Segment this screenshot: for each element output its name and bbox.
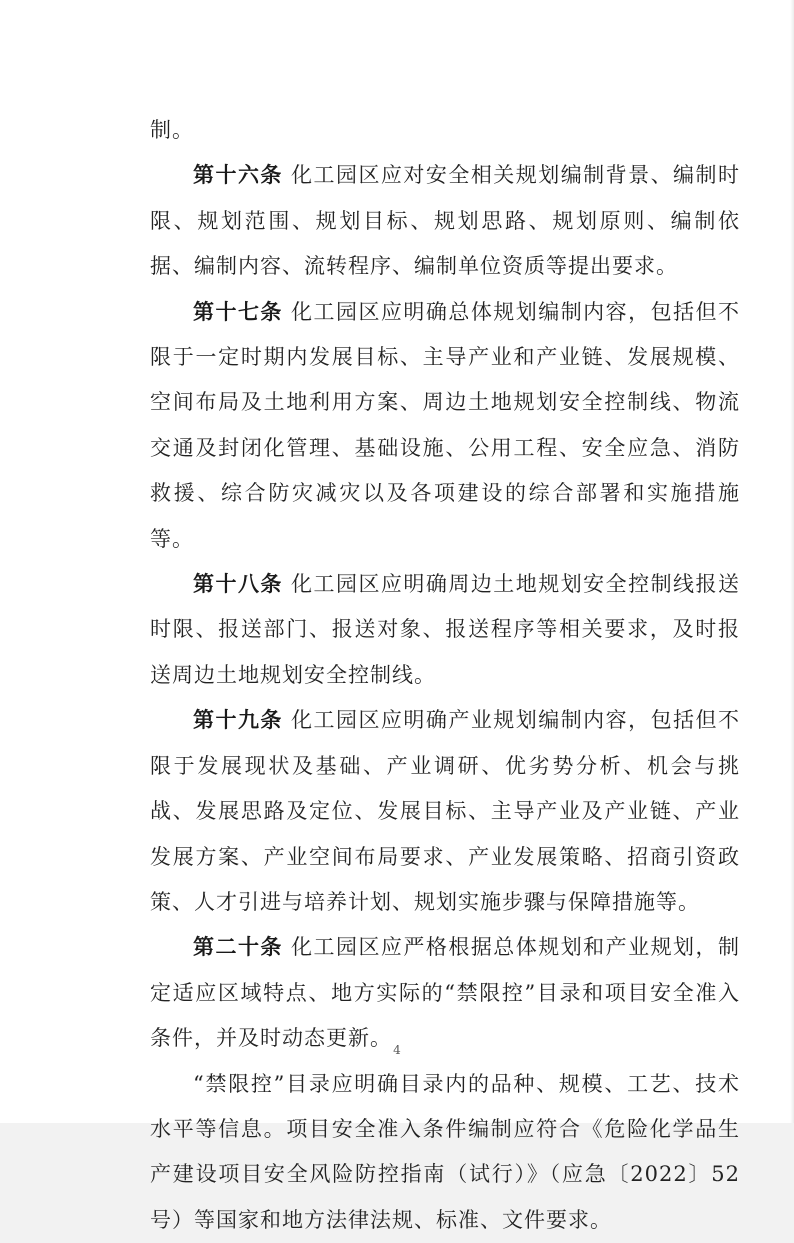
article-16 (150, 153, 740, 289)
page-number: 4 (393, 1043, 401, 1057)
article-text: 化工园区应严格根据总体规划和产业规划，制定适应区域特点、地方实际的“禁限控”目录和项目安全准入条件，并及时动态更新。 (150, 935, 741, 1051)
article-number: 第十六条 (193, 163, 283, 188)
article-text: 化工园区应明确总体规划编制内容，包括但不限于一定时期内发展目标、主导产业和产业链、发展规模、空间布局及土地利用方案、周边土地规划安全控制线、物流交通及封闭化管理、基础设施、公用工程、安全应急、消防救援、综合防灾减灾以及各项建设的综合部署和实施措施等。 (150, 299, 741, 551)
article-number: 第十八条 (193, 572, 283, 597)
article-19 (150, 698, 740, 925)
article-number: 第十七条 (193, 299, 283, 324)
body-text (150, 108, 740, 1243)
article-text: 化工园区应对安全相关规划编制背景、编制时限、规划范围、规划目标、规划思路、规划原则、编制依据、编制内容、流转程序、编制单位资质等提出要求。 (150, 163, 741, 279)
article-17 (150, 290, 740, 562)
article-text: 化工园区应明确周边土地规划安全控制线报送时限、报送部门、报送对象、报送程序等相关要求，及时报送周边土地规划安全控制线。 (150, 572, 741, 687)
paragraph-restriction-list: “禁限控”目录应明确目录内的品种、规模、工艺、技术水平等信息。项目安全准入条件编制应符合《危险化学品生产建设项目安全风险防控指南（试行）》（应急〔2022〕52号）等国家和地方法律法规、标准、文件要求。 (150, 1071, 740, 1232)
article-20 (150, 925, 740, 1061)
continuation-line: 制。 (150, 118, 194, 142)
scan-edge-shadow (790, 0, 794, 1123)
article-number: 第二十条 (193, 935, 283, 960)
article-number: 第十九条 (193, 708, 283, 733)
article-18 (150, 562, 740, 698)
article-text: 化工园区应明确产业规划编制内容，包括但不限于发展现状及基础、产业调研、优劣势分析、机会与挑战、发展思路及定位、发展目标、主导产业及产业链、产业发展方案、产业空间布局要求、产业发展策略、招商引资政策、人才引进与培养计划、规划实施步骤与保障措施等。 (150, 708, 741, 914)
